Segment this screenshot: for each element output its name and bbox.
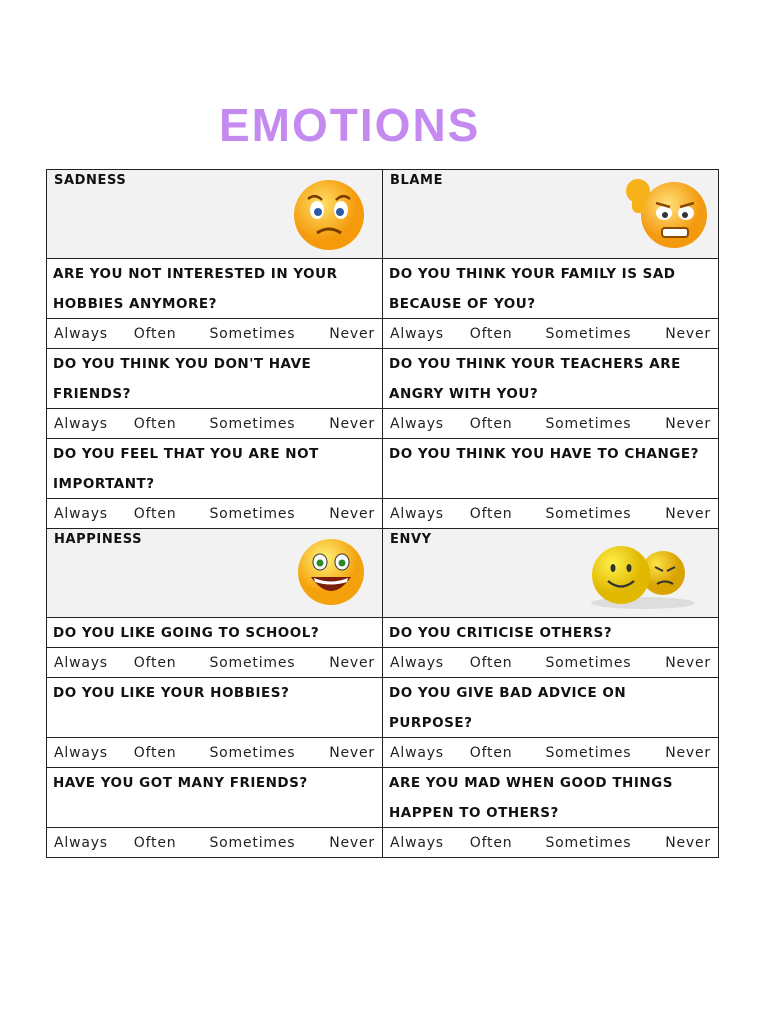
option-always[interactable]: Always: [54, 834, 108, 851]
option-always[interactable]: Always: [54, 654, 108, 671]
option-always[interactable]: Always: [390, 654, 444, 671]
section-header-blame: [383, 170, 719, 259]
option-never[interactable]: Never: [665, 415, 711, 432]
option-sometimes[interactable]: Sometimes: [545, 505, 632, 522]
sad-face-icon: [291, 178, 367, 256]
option-always[interactable]: Always: [54, 415, 108, 432]
question-text: ARE YOU NOT INTERESTED IN YOUR HOBBIES ANYMORE?: [47, 259, 383, 319]
option-never[interactable]: Never: [665, 325, 711, 342]
question-text: DO YOU FEEL THAT YOU ARE NOT IMPORTANT?: [47, 439, 383, 499]
option-sometimes[interactable]: Sometimes: [545, 834, 632, 851]
option-never[interactable]: Never: [329, 654, 375, 671]
option-often[interactable]: Often: [133, 834, 177, 851]
section-header-sadness: [47, 170, 383, 259]
option-always[interactable]: Always: [390, 505, 444, 522]
option-never[interactable]: Never: [665, 834, 711, 851]
option-always[interactable]: Always: [390, 415, 444, 432]
option-sometimes[interactable]: Sometimes: [545, 325, 632, 342]
envious-faces-icon: [581, 537, 705, 619]
emotions-table: [46, 169, 719, 858]
answer-options: [47, 738, 383, 768]
option-always[interactable]: Always: [390, 744, 444, 761]
option-never[interactable]: Never: [329, 415, 375, 432]
option-sometimes[interactable]: Sometimes: [545, 744, 632, 761]
answer-options: [383, 648, 719, 678]
worried-face-icon: [620, 175, 716, 255]
section-title: ENVY: [390, 532, 432, 547]
answer-options: [383, 828, 719, 858]
option-sometimes[interactable]: Sometimes: [209, 834, 296, 851]
option-often[interactable]: Often: [469, 505, 513, 522]
option-often[interactable]: Often: [133, 505, 177, 522]
question-text: DO YOU GIVE BAD ADVICE ON PURPOSE?: [383, 678, 719, 738]
section-title: HAPPINESS: [54, 532, 143, 547]
option-often[interactable]: Often: [469, 415, 513, 432]
answer-options: [47, 319, 383, 349]
section-title: BLAME: [390, 173, 444, 188]
page-title: EMOTIONS: [219, 99, 481, 151]
option-often[interactable]: Often: [133, 744, 177, 761]
option-never[interactable]: Never: [329, 834, 375, 851]
option-sometimes[interactable]: Sometimes: [209, 415, 296, 432]
section-header-envy: [383, 529, 719, 618]
question-text: DO YOU THINK YOU DON'T HAVE FRIENDS?: [47, 349, 383, 409]
option-sometimes[interactable]: Sometimes: [209, 505, 296, 522]
answer-options: [383, 319, 719, 349]
option-often[interactable]: Often: [469, 325, 513, 342]
option-always[interactable]: Always: [390, 325, 444, 342]
option-often[interactable]: Often: [469, 834, 513, 851]
grinning-face-icon: [293, 537, 369, 611]
option-often[interactable]: Often: [469, 654, 513, 671]
option-never[interactable]: Never: [665, 654, 711, 671]
answer-options: [383, 409, 719, 439]
option-often[interactable]: Often: [133, 654, 177, 671]
question-text: DO YOU LIKE GOING TO SCHOOL?: [47, 618, 383, 648]
answer-options: [47, 409, 383, 439]
option-always[interactable]: Always: [54, 325, 108, 342]
answer-options: [383, 738, 719, 768]
option-never[interactable]: Never: [665, 505, 711, 522]
section-header-happiness: [47, 529, 383, 618]
option-sometimes[interactable]: Sometimes: [545, 654, 632, 671]
option-sometimes[interactable]: Sometimes: [209, 654, 296, 671]
option-sometimes[interactable]: Sometimes: [545, 415, 632, 432]
option-never[interactable]: Never: [329, 744, 375, 761]
question-text: DO YOU CRITICISE OTHERS?: [383, 618, 719, 648]
option-often[interactable]: Often: [469, 744, 513, 761]
option-sometimes[interactable]: Sometimes: [209, 744, 296, 761]
answer-options: [47, 648, 383, 678]
question-text: DO YOU THINK YOUR TEACHERS ARE ANGRY WITH YOU?: [383, 349, 719, 409]
option-never[interactable]: Never: [329, 325, 375, 342]
option-often[interactable]: Often: [133, 415, 177, 432]
answer-options: [47, 499, 383, 529]
option-never[interactable]: Never: [665, 744, 711, 761]
option-sometimes[interactable]: Sometimes: [209, 325, 296, 342]
answer-options: [383, 499, 719, 529]
option-always[interactable]: Always: [390, 834, 444, 851]
question-text: DO YOU LIKE YOUR HOBBIES?: [47, 678, 383, 738]
answer-options: [47, 828, 383, 858]
option-always[interactable]: Always: [54, 505, 108, 522]
option-always[interactable]: Always: [54, 744, 108, 761]
question-text: DO YOU THINK YOU HAVE TO CHANGE?: [383, 439, 719, 499]
section-title: SADNESS: [54, 173, 127, 188]
question-text: ARE YOU MAD WHEN GOOD THINGS HAPPEN TO OTHERS?: [383, 768, 719, 828]
option-never[interactable]: Never: [329, 505, 375, 522]
question-text: HAVE YOU GOT MANY FRIENDS?: [47, 768, 383, 828]
question-text: DO YOU THINK YOUR FAMILY IS SAD BECAUSE OF YOU?: [383, 259, 719, 319]
option-often[interactable]: Often: [133, 325, 177, 342]
